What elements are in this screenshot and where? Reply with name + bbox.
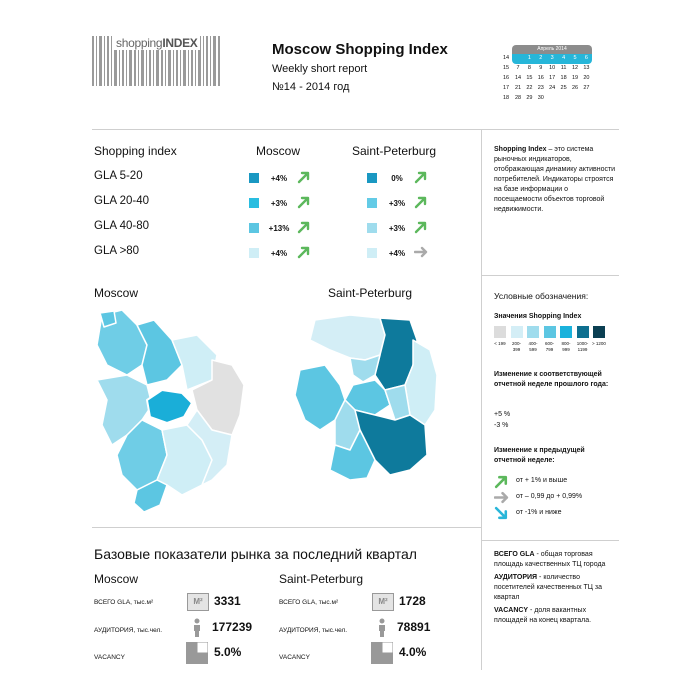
definition-gla-desc: - общая торговая площадь качественных ТЦ города <box>494 551 606 568</box>
trend-up-icon <box>414 195 428 209</box>
calendar-day[interactable]: 1 <box>527 55 531 61</box>
legend-scale-swatch <box>527 326 539 338</box>
legend-wow-label: от – 0,99 до + 0,99% <box>516 493 583 500</box>
calendar-day[interactable]: 2 <box>539 55 543 61</box>
market-divider <box>92 527 481 528</box>
moscow-map <box>92 305 252 520</box>
calendar-week-number: 18 <box>502 95 510 101</box>
legend-values-title: Значения Shopping Index <box>494 313 582 320</box>
sidebar-intro <box>494 145 616 215</box>
calendar-week-row <box>500 54 592 64</box>
market-spb-city: Saint-Peterburg <box>279 572 364 586</box>
legend-scale-label: 400-599 <box>528 341 538 352</box>
calendar-day[interactable]: 21 <box>514 85 522 91</box>
logo-prefix: shopping <box>116 36 163 50</box>
map-spb-label: Saint-Peterburg <box>328 286 413 300</box>
calendar-day[interactable]: 30 <box>537 95 544 101</box>
spb-index-change: +3% <box>388 224 406 233</box>
m2-icon: M² <box>372 593 394 611</box>
spb-index-swatch <box>367 223 377 233</box>
definition-gla <box>494 550 616 570</box>
index-col-spb: Saint-Peterburg <box>352 144 437 158</box>
sidebar-divider-1 <box>481 275 619 276</box>
legend-wow-label: от + 1% и выше <box>516 477 568 484</box>
legend-wow-title: Изменение к предыдущей отчетной неделе: <box>494 447 585 464</box>
moscow-gla-value: 3331 <box>214 594 241 608</box>
trend-up-icon <box>297 195 311 209</box>
calendar-week-row <box>500 64 592 74</box>
header-divider <box>92 129 619 130</box>
calendar-day[interactable]: 28 <box>514 95 522 101</box>
spb-district-krasnogvardeisky <box>385 385 410 420</box>
map-moscow-label: Moscow <box>94 286 139 300</box>
calendar-day[interactable]: 13 <box>583 65 590 71</box>
definition-audience <box>494 573 616 603</box>
spb-map <box>295 310 445 490</box>
calendar-day[interactable]: 27 <box>583 85 590 91</box>
spb-index-change: +3% <box>388 199 406 208</box>
trend-up-icon <box>414 220 428 234</box>
calendar-week-row <box>500 74 592 84</box>
calendar-day[interactable]: 15 <box>526 75 533 81</box>
calendar-day[interactable]: 20 <box>583 75 590 81</box>
moscow-gla-label: ВСЕГО GLA, тыс.м² <box>94 599 154 606</box>
moscow-index-change: +4% <box>270 249 288 258</box>
person-icon <box>377 618 387 638</box>
moscow-index-change: +13% <box>268 224 290 233</box>
sidebar-intro-desc: – это система рыночных индикаторов, отображающая динамику активности потребителей. Индикаторы строятся на базе информации о посещаемости объектов торговой недвижимости. <box>494 146 616 213</box>
spb-audience-value: 78891 <box>397 620 431 634</box>
legend-scale-swatch <box>560 326 572 338</box>
calendar-day[interactable]: 8 <box>527 65 531 71</box>
calendar-day[interactable]: 24 <box>549 85 556 91</box>
logo-wordmark <box>114 36 200 50</box>
calendar-day[interactable]: 25 <box>560 85 567 91</box>
calendar-day[interactable]: 3 <box>550 55 554 61</box>
sidebar-divider <box>481 130 482 670</box>
calendar-day[interactable]: 16 <box>537 75 544 81</box>
legend-yoy-value-2: -3 % <box>494 422 509 429</box>
sidebar-intro-term: Shopping Index <box>494 146 547 153</box>
calendar-day[interactable]: 11 <box>560 65 567 71</box>
index-row-label: GLA 20-40 <box>94 195 149 207</box>
definition-audience-term: АУДИТОРИЯ <box>494 574 538 581</box>
moscow-index-swatch <box>249 223 259 233</box>
moscow-index-swatch <box>249 173 259 183</box>
definition-audience-desc: - количество посетителей качественных ТЦ за квартал <box>494 574 603 601</box>
legend-scale-label: 600-799 <box>544 341 554 352</box>
calendar-day[interactable]: 17 <box>549 75 556 81</box>
legend-scale-swatch <box>494 326 506 338</box>
index-col-moscow: Moscow <box>256 144 301 158</box>
calendar-day[interactable]: 14 <box>514 75 522 81</box>
calendar-week-number: 15 <box>502 65 510 71</box>
spb-index-change: +4% <box>388 249 406 258</box>
trend-flat-icon <box>414 245 428 259</box>
report-title: Moscow Shopping Index <box>272 41 448 58</box>
definition-vacancy-desc: - доля вакантных площадей на конец квартала. <box>494 607 592 624</box>
moscow-vacancy-label: VACANCY <box>94 654 125 661</box>
legend-scale-swatch <box>577 326 589 338</box>
vacancy-icon <box>371 642 393 664</box>
spb-vacancy-value: 4.0% <box>399 645 427 659</box>
legend-scale-label: 1000-1199 <box>576 341 589 352</box>
calendar-day[interactable]: 10 <box>549 65 556 71</box>
m2-icon: M² <box>187 593 209 611</box>
legend-scale-label: < 199 <box>494 341 506 346</box>
index-row-label: GLA >80 <box>94 245 140 257</box>
calendar-week-number: 14 <box>502 55 510 61</box>
spb-gla-label: ВСЕГО GLA, тыс.м² <box>279 599 339 606</box>
calendar-week-row <box>500 94 592 104</box>
trend-up-icon <box>297 245 311 259</box>
legend-wow-label: от -1% и ниже <box>516 509 562 516</box>
index-table-heading: Shopping index <box>94 144 177 158</box>
definition-vacancy-term: VACANCY <box>494 607 529 614</box>
legend-scale-label: 200-399 <box>511 341 521 352</box>
spb-index-swatch <box>367 198 377 208</box>
spb-index-change: 0% <box>391 174 403 183</box>
calendar-day[interactable]: 19 <box>571 75 579 81</box>
calendar-day[interactable]: 4 <box>562 55 566 61</box>
trend-up-icon <box>297 220 311 234</box>
logo-bold: INDEX <box>162 36 198 50</box>
legend-scale-label: > 1200 <box>592 341 606 346</box>
calendar-day[interactable]: 22 <box>526 85 533 91</box>
market-section-title: Базовые показатели рынка за последний квартал <box>94 546 417 562</box>
moscow-index-swatch <box>249 198 259 208</box>
legend-scale-label: 800-999 <box>561 341 571 352</box>
spb-index-swatch <box>367 248 377 258</box>
moscow-audience-label: АУДИТОРИЯ, тыс.чел. <box>94 627 163 634</box>
calendar-day[interactable]: 7 <box>516 65 520 71</box>
spb-audience-label: АУДИТОРИЯ, тыс.чел. <box>279 627 348 634</box>
legend-scale-swatch <box>593 326 605 338</box>
moscow-index-swatch <box>249 248 259 258</box>
calendar-day[interactable]: 18 <box>560 75 567 81</box>
trend-down-icon <box>494 506 509 526</box>
legend-yoy-value-1: +5 % <box>494 411 511 418</box>
spb-index-swatch <box>367 173 377 183</box>
calendar-day[interactable]: 29 <box>526 95 533 101</box>
calendar-week-number: 17 <box>502 85 510 91</box>
trend-up-icon <box>414 170 428 184</box>
legend-title: Условные обозначения: <box>494 291 589 301</box>
moscow-vacancy-value: 5.0% <box>214 645 242 659</box>
moscow-audience-value: 177239 <box>212 620 253 634</box>
trend-up-icon <box>297 170 311 184</box>
definition-gla-term: ВСЕГО GLA <box>494 551 535 558</box>
definition-vacancy <box>494 606 616 626</box>
legend-scale-swatch <box>544 326 556 338</box>
calendar-month: Апрель 2014 <box>512 45 592 54</box>
vacancy-icon <box>186 642 208 664</box>
moscow-district-central <box>147 390 192 423</box>
spb-vacancy-label: VACANCY <box>279 654 310 661</box>
calendar-day[interactable]: 23 <box>537 85 544 91</box>
person-icon <box>192 618 202 638</box>
calendar-day[interactable]: 9 <box>539 65 543 71</box>
sidebar-divider-2 <box>481 540 619 541</box>
calendar-day[interactable]: 5 <box>573 55 577 61</box>
calendar-week-row <box>500 84 592 94</box>
spb-gla-value: 1728 <box>399 594 426 608</box>
legend-yoy-title: Изменение к соответствующей отчетной неделе прошлого года: <box>494 371 609 388</box>
moscow-index-change: +4% <box>270 174 288 183</box>
report-subtitle: Weekly short report <box>272 63 368 75</box>
index-row-label: GLA 5-20 <box>94 170 143 182</box>
calendar-week-number: 16 <box>502 75 510 81</box>
sidebar-definitions <box>494 550 616 626</box>
index-row-label: GLA 40-80 <box>94 220 149 232</box>
moscow-index-change: +3% <box>270 199 288 208</box>
calendar-day[interactable]: 26 <box>571 85 579 91</box>
legend-scale-swatch <box>511 326 523 338</box>
spb-district-primorsky <box>310 315 385 360</box>
report-issue: №14 - 2014 год <box>272 81 350 93</box>
calendar-day[interactable]: 12 <box>571 65 579 71</box>
market-moscow-city: Moscow <box>94 572 139 586</box>
calendar-day[interactable]: 6 <box>584 55 588 61</box>
